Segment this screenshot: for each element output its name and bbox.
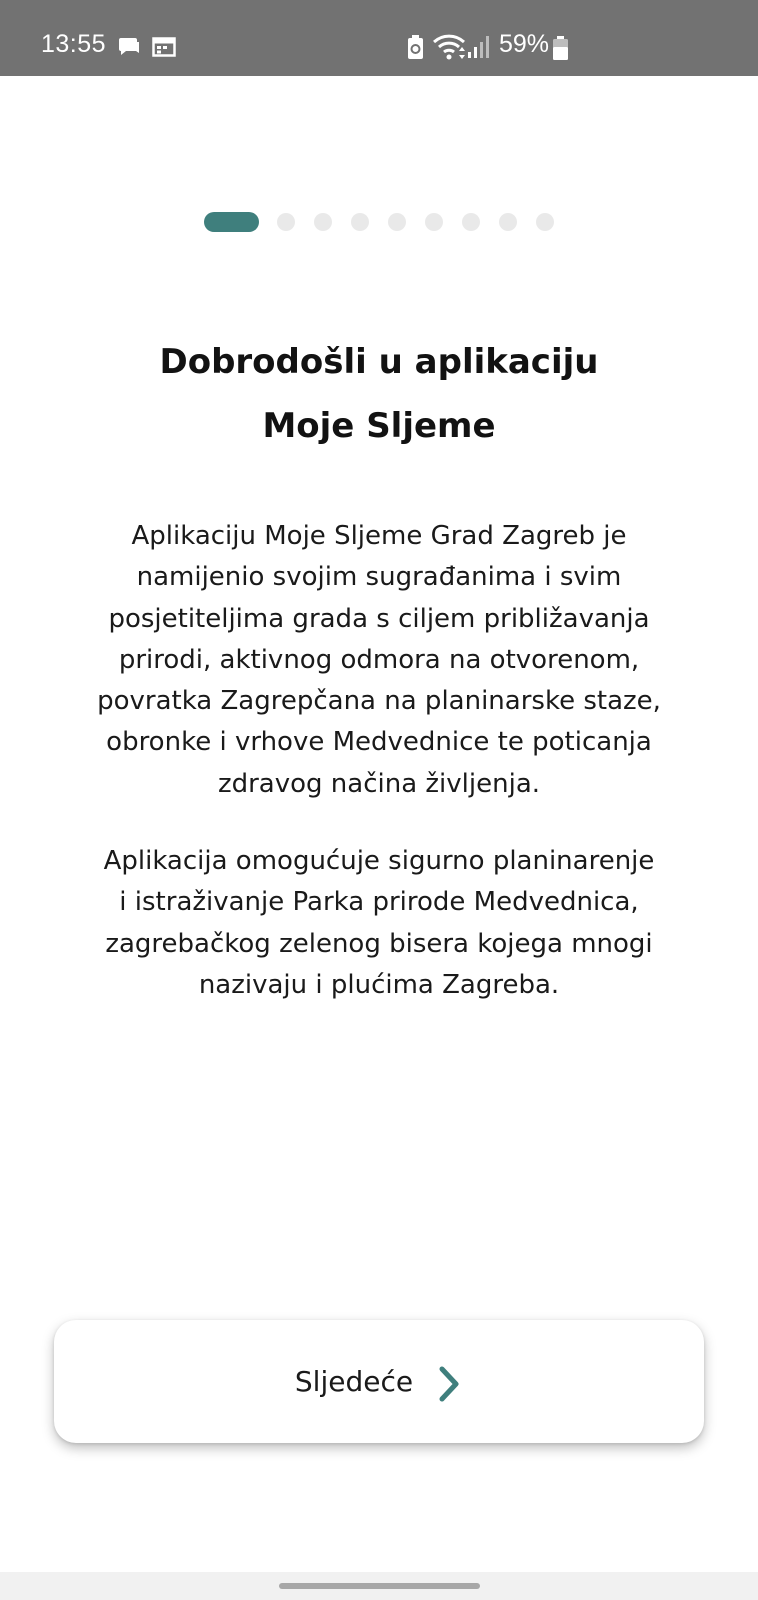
next-button[interactable]	[54, 1320, 704, 1443]
welcome-title	[0, 330, 758, 458]
home-gesture-handle[interactable]	[279, 1583, 480, 1589]
battery-icon	[553, 36, 568, 64]
paragraph-line: zagrebačkog zelenog bisera kojega mnogi	[105, 928, 653, 959]
battery-saver-icon	[407, 35, 424, 63]
status-bar	[0, 0, 758, 76]
page-dot	[277, 213, 295, 231]
next-button-label: Sljedeće	[294, 1365, 414, 1398]
page-dot	[425, 213, 443, 231]
page-dot	[388, 213, 406, 231]
paragraph-line: posjetiteljima grada s ciljem približavanja	[108, 603, 650, 634]
status-time: 13:55	[41, 30, 107, 58]
paragraph-line: Aplikaciju Moje Sljeme Grad Zagreb je	[131, 521, 627, 551]
paragraph-line: povratka Zagrepčana na planinarske staze,	[97, 686, 661, 717]
wifi-icon	[433, 34, 465, 64]
paragraph-line: namijenio svojim sugrađanima i svim	[136, 562, 622, 593]
page-dot	[462, 213, 480, 231]
signal-icon	[468, 36, 490, 62]
calendar-notification-icon	[152, 37, 176, 61]
page-dot	[351, 213, 369, 231]
paragraph-line: Aplikacija omogućuje sigurno planinarenje	[103, 846, 655, 876]
chat-notification-icon	[117, 36, 141, 62]
intro-paragraph	[54, 516, 704, 805]
chevron-right-icon	[435, 1365, 463, 1403]
page-indicator	[204, 212, 573, 232]
welcome-title-line: Dobrodošli u aplikaciju	[159, 342, 599, 382]
page-dot	[499, 213, 517, 231]
features-paragraph	[54, 841, 704, 1006]
welcome-title-line: Moje Sljeme	[262, 406, 496, 446]
page-dot	[314, 213, 332, 231]
battery-percent: 59%	[499, 30, 550, 58]
paragraph-line: obronke i vrhove Medvednice te poticanja	[106, 727, 652, 758]
paragraph-line: zdravog načina življenja.	[217, 768, 541, 799]
paragraph-line: nazivaju i plućima Zagreba.	[198, 969, 560, 1000]
paragraph-line: i istraživanje Parka prirode Medvednica,	[119, 887, 639, 918]
page-dot-active	[204, 212, 259, 232]
page-dot	[536, 213, 554, 231]
paragraph-line: prirodi, aktivnog odmora na otvorenom,	[118, 644, 640, 675]
